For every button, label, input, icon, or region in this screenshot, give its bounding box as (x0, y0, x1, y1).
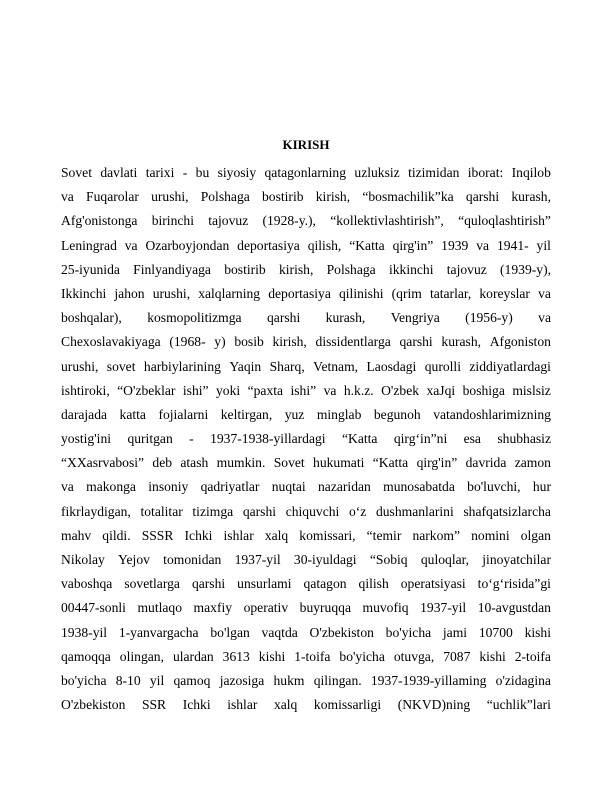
word: “O'zbeklar (117, 382, 176, 398)
word: urushi, (152, 285, 191, 301)
section-heading: KIRISH (282, 137, 330, 152)
word: qirg'in” (392, 237, 434, 253)
word: boshiga (462, 382, 505, 398)
text-line (61, 645, 551, 669)
word: xalq (273, 697, 298, 713)
word: davlati (100, 165, 138, 180)
text-line (61, 475, 551, 499)
word: 1937-yil (420, 600, 467, 616)
body-paragraph (61, 161, 551, 717)
word: yoki (215, 382, 241, 398)
text-line (61, 209, 551, 233)
word: 1937-yil (234, 552, 281, 567)
word: va (538, 310, 551, 326)
word: jazosiga (219, 672, 265, 688)
word: Laosdagi (366, 358, 417, 374)
word: darajada (61, 406, 108, 422)
word: komissarligi (313, 697, 382, 713)
word: va (538, 285, 551, 301)
word: 10-avgustdan (477, 600, 551, 616)
word: minglab (316, 406, 362, 422)
word: kosmopolitizmga (147, 310, 242, 326)
word: bo'lgan (210, 624, 250, 640)
word: davrida (465, 455, 507, 471)
word: va (476, 237, 490, 253)
word: buyruqqa (299, 600, 351, 616)
word: hur (532, 479, 551, 495)
word: nomini (471, 527, 510, 543)
word: tizimidan (408, 165, 460, 180)
word: va (61, 479, 74, 495)
word: komissari, (299, 527, 356, 543)
word: tajovuz (446, 261, 487, 277)
word: vaboshqa (61, 576, 113, 592)
word: ishtiroki, (61, 382, 110, 398)
text-line (61, 185, 551, 209)
word: (NKVD)ning (397, 697, 471, 713)
word: jahon (114, 285, 145, 301)
word: bu (195, 165, 210, 180)
word: “Katta (349, 237, 385, 253)
text-line (61, 282, 551, 306)
word: makonga (86, 479, 136, 495)
word: va (323, 382, 337, 398)
word: Vetnam, (313, 358, 359, 374)
word: qamoqqa (61, 648, 111, 664)
word: hukm (273, 672, 305, 688)
word: yostig'ini (61, 431, 112, 447)
word: dushmanlarini (375, 503, 454, 519)
word: kirish, (278, 261, 314, 277)
word: Finlyandiyaga (133, 261, 211, 277)
word: 1-toifa (294, 648, 331, 664)
word: Sovet (61, 165, 92, 180)
word: qilinishi (338, 285, 384, 301)
word: va (61, 189, 74, 205)
word: 1937-1938-yillardagi (210, 431, 326, 447)
word: sovetlarga (124, 576, 180, 592)
word: maxfiy (193, 600, 233, 616)
word: narkom” (412, 527, 461, 543)
word: 1939 (441, 237, 469, 253)
word: bo'yicha (61, 672, 107, 688)
word: mahv (61, 527, 92, 543)
word: shafqatsizlarcha (463, 503, 551, 519)
word: deportasiya (268, 285, 331, 301)
word: O'zbekiston (309, 624, 374, 640)
word: Leningrad (61, 237, 117, 253)
word: kishi (258, 648, 286, 664)
word: qildi. (102, 527, 131, 543)
word: qamoq (173, 672, 211, 688)
text-line (61, 258, 551, 282)
word: bostirib (224, 261, 266, 277)
text-line (61, 161, 551, 185)
word: dissidentlarga (315, 334, 391, 350)
word: keltirgan, (220, 406, 273, 422)
word: kishi (524, 624, 551, 640)
word: o‘z (348, 503, 367, 519)
word: Yaqin (229, 358, 262, 374)
word: qilingan. (313, 672, 362, 688)
word: (1939-y), (500, 261, 551, 277)
text-line (61, 379, 551, 403)
word: 25-iyunida (61, 261, 120, 277)
word: Sharq, (269, 358, 305, 374)
word: (qrim (391, 285, 422, 301)
word: vaqtda (261, 624, 298, 640)
word: Fuqarolar (86, 189, 139, 205)
text-line (61, 234, 551, 258)
word: 3613 (222, 648, 250, 664)
word: tizimga (192, 503, 234, 519)
word: Ozarboyjondan (145, 237, 230, 253)
word: yil (536, 237, 551, 253)
text-line (61, 403, 551, 427)
word: begunoh (373, 406, 421, 422)
word: Polshaga (326, 261, 376, 277)
word: “kollektivlashtirish”, (330, 213, 444, 229)
word: “Katta (372, 455, 409, 471)
word: tomonidan (163, 552, 222, 567)
word: Afgoniston (489, 334, 551, 350)
word: “XXasrvabosi” (61, 455, 145, 471)
word: qarshi (465, 189, 500, 205)
word: unsurlami (237, 576, 292, 592)
word: qurolli (424, 358, 461, 374)
word: jami (442, 624, 468, 640)
word: kishi (479, 648, 506, 664)
word: yuz (284, 406, 305, 422)
text-line (61, 621, 551, 645)
word: urushi, (61, 358, 99, 374)
word: olingan, (119, 648, 164, 664)
word: siyosiy (217, 165, 257, 180)
word: SSSR (141, 527, 174, 543)
word: ulardan (172, 648, 214, 664)
word: 1937-1939-yillaming (370, 672, 487, 688)
word: bo'yicha (339, 648, 385, 664)
word: totalitar (140, 503, 183, 519)
word: deportasiya (237, 237, 300, 253)
word: operativ (243, 600, 289, 616)
word: Nikolay (61, 552, 105, 567)
word: ishlar (227, 697, 258, 713)
word: qirg'in” (416, 455, 458, 471)
word: kirish, (315, 189, 351, 205)
word: Afg'onistonga (61, 213, 138, 229)
word: “Sobiq (369, 552, 408, 567)
text-line (61, 548, 551, 572)
word: kurash, (511, 189, 551, 205)
word: qatagonlarning (264, 165, 347, 180)
word: qadriyatlar (200, 479, 260, 495)
word: qatagon (303, 576, 347, 592)
word: xaJqi (426, 382, 456, 398)
text-line (61, 306, 551, 330)
word: ziddiyatlardagi (469, 358, 551, 374)
word: sovet (106, 358, 136, 374)
word: y) (214, 334, 226, 350)
word: “uchlik”lari (486, 697, 551, 713)
word: h.k.z. (343, 382, 374, 398)
word: insoniy (148, 479, 189, 495)
word: tajovuz (208, 213, 249, 229)
word: 2-toifa (514, 648, 551, 664)
word: bo'luvchi, (467, 479, 521, 495)
word: “Katta (341, 431, 378, 447)
word: Inqilob (511, 165, 551, 180)
word: SSR (141, 697, 167, 713)
text-line (61, 693, 551, 717)
word: deb (152, 455, 173, 471)
word: harbiylarining (143, 358, 221, 374)
word: qarshi (191, 576, 226, 592)
word: (1956-y) (465, 310, 513, 326)
word: iborat: (467, 165, 504, 180)
word: (1968- (169, 334, 206, 350)
word: Chexoslavakiyaga (61, 334, 161, 350)
text-line (61, 355, 551, 379)
word: O'zbek (381, 382, 420, 398)
word: chiquvchi (285, 503, 340, 519)
word: 1938-yil (61, 624, 108, 640)
word: nazaridan (318, 479, 371, 495)
word: O'zbekiston (61, 697, 126, 713)
word: birinchi (151, 213, 194, 229)
word: yil (149, 672, 165, 688)
word: xalqlarning (198, 285, 261, 301)
word: qilish, (307, 237, 342, 253)
word: (1928-y.), (262, 213, 316, 229)
word: qilish (358, 576, 389, 592)
text-line (61, 524, 551, 548)
text-line (61, 669, 551, 693)
word: Polshaga (200, 189, 250, 205)
word: va (124, 237, 138, 253)
word: esa (463, 431, 481, 447)
word: “paxta (247, 382, 284, 398)
word: mislsiz (512, 382, 551, 398)
word: boshqalar), (61, 310, 122, 326)
word: Ichki (184, 527, 213, 543)
word: - (182, 165, 188, 180)
word: Ichki (182, 697, 211, 713)
word: fojialarni (158, 406, 209, 422)
word: olgan (520, 527, 551, 543)
word: bostirib (262, 189, 304, 205)
word: - (189, 431, 194, 447)
word: qarshi (267, 310, 301, 326)
word: Ikkinchi (61, 285, 107, 301)
word: qarshi (399, 334, 433, 350)
word: otuvga, (393, 648, 435, 664)
word: munosabatda (383, 479, 455, 495)
word: atash (180, 455, 209, 471)
word: operatsiyasi (400, 576, 466, 592)
word: Vengriya (390, 310, 440, 326)
word: mutlaqo (137, 600, 183, 616)
word: bosib (234, 334, 264, 350)
word: qirg‘in”ni (393, 431, 448, 447)
word: kurash, (441, 334, 482, 350)
word: jinoyatchilar (482, 552, 551, 567)
word: fikrlaydigan, (61, 503, 131, 519)
word: mumkin. (216, 455, 266, 471)
word: “bosmachilik”ka (362, 189, 454, 205)
text-line (61, 451, 551, 475)
word: ikkinchi (388, 261, 434, 277)
word: nuqtai (271, 479, 306, 495)
word: ishi” (290, 382, 317, 398)
word: 30-iyuldagi (293, 552, 357, 567)
word: ishlar (223, 527, 254, 543)
word: 8-10 (115, 672, 141, 688)
text-line (61, 572, 551, 596)
word: quritgan (127, 431, 173, 447)
word: ishi” (182, 382, 209, 398)
text-line (61, 596, 551, 620)
word: hukumati (313, 455, 365, 471)
word: “temir (366, 527, 402, 543)
word: vatandoshlarimizning (433, 406, 551, 422)
text-line (61, 500, 551, 524)
word: Sovet (273, 455, 305, 471)
word: zamon (514, 455, 551, 471)
word: 00447-sonli (61, 600, 126, 616)
word: katta (119, 406, 146, 422)
word: tarixi (145, 165, 175, 180)
word: to‘g‘risida”gi (477, 576, 551, 592)
word: “quloqlashtirish” (458, 213, 551, 229)
word: 7087 (443, 648, 471, 664)
word: 10700 (478, 624, 513, 640)
word: tatarlar, (429, 285, 472, 301)
word: bo'yicha (385, 624, 432, 640)
word: uzluksiz (354, 165, 400, 180)
word: urushi, (151, 189, 189, 205)
text-line (61, 330, 551, 354)
word: 1-yanvargacha (118, 624, 199, 640)
text-line (61, 427, 551, 451)
word: shubhasiz (497, 431, 551, 447)
word: xalq (264, 527, 289, 543)
word: muvofiq (362, 600, 409, 616)
word: koreyslar (479, 285, 530, 301)
word: quloqlar, (420, 552, 470, 567)
word: 1941- (496, 237, 529, 253)
word: o'zidagina (495, 672, 551, 688)
word: kurash, (325, 310, 366, 326)
word: Yejov (118, 552, 150, 567)
word: kirish, (272, 334, 307, 350)
word: qarshi (242, 503, 277, 519)
